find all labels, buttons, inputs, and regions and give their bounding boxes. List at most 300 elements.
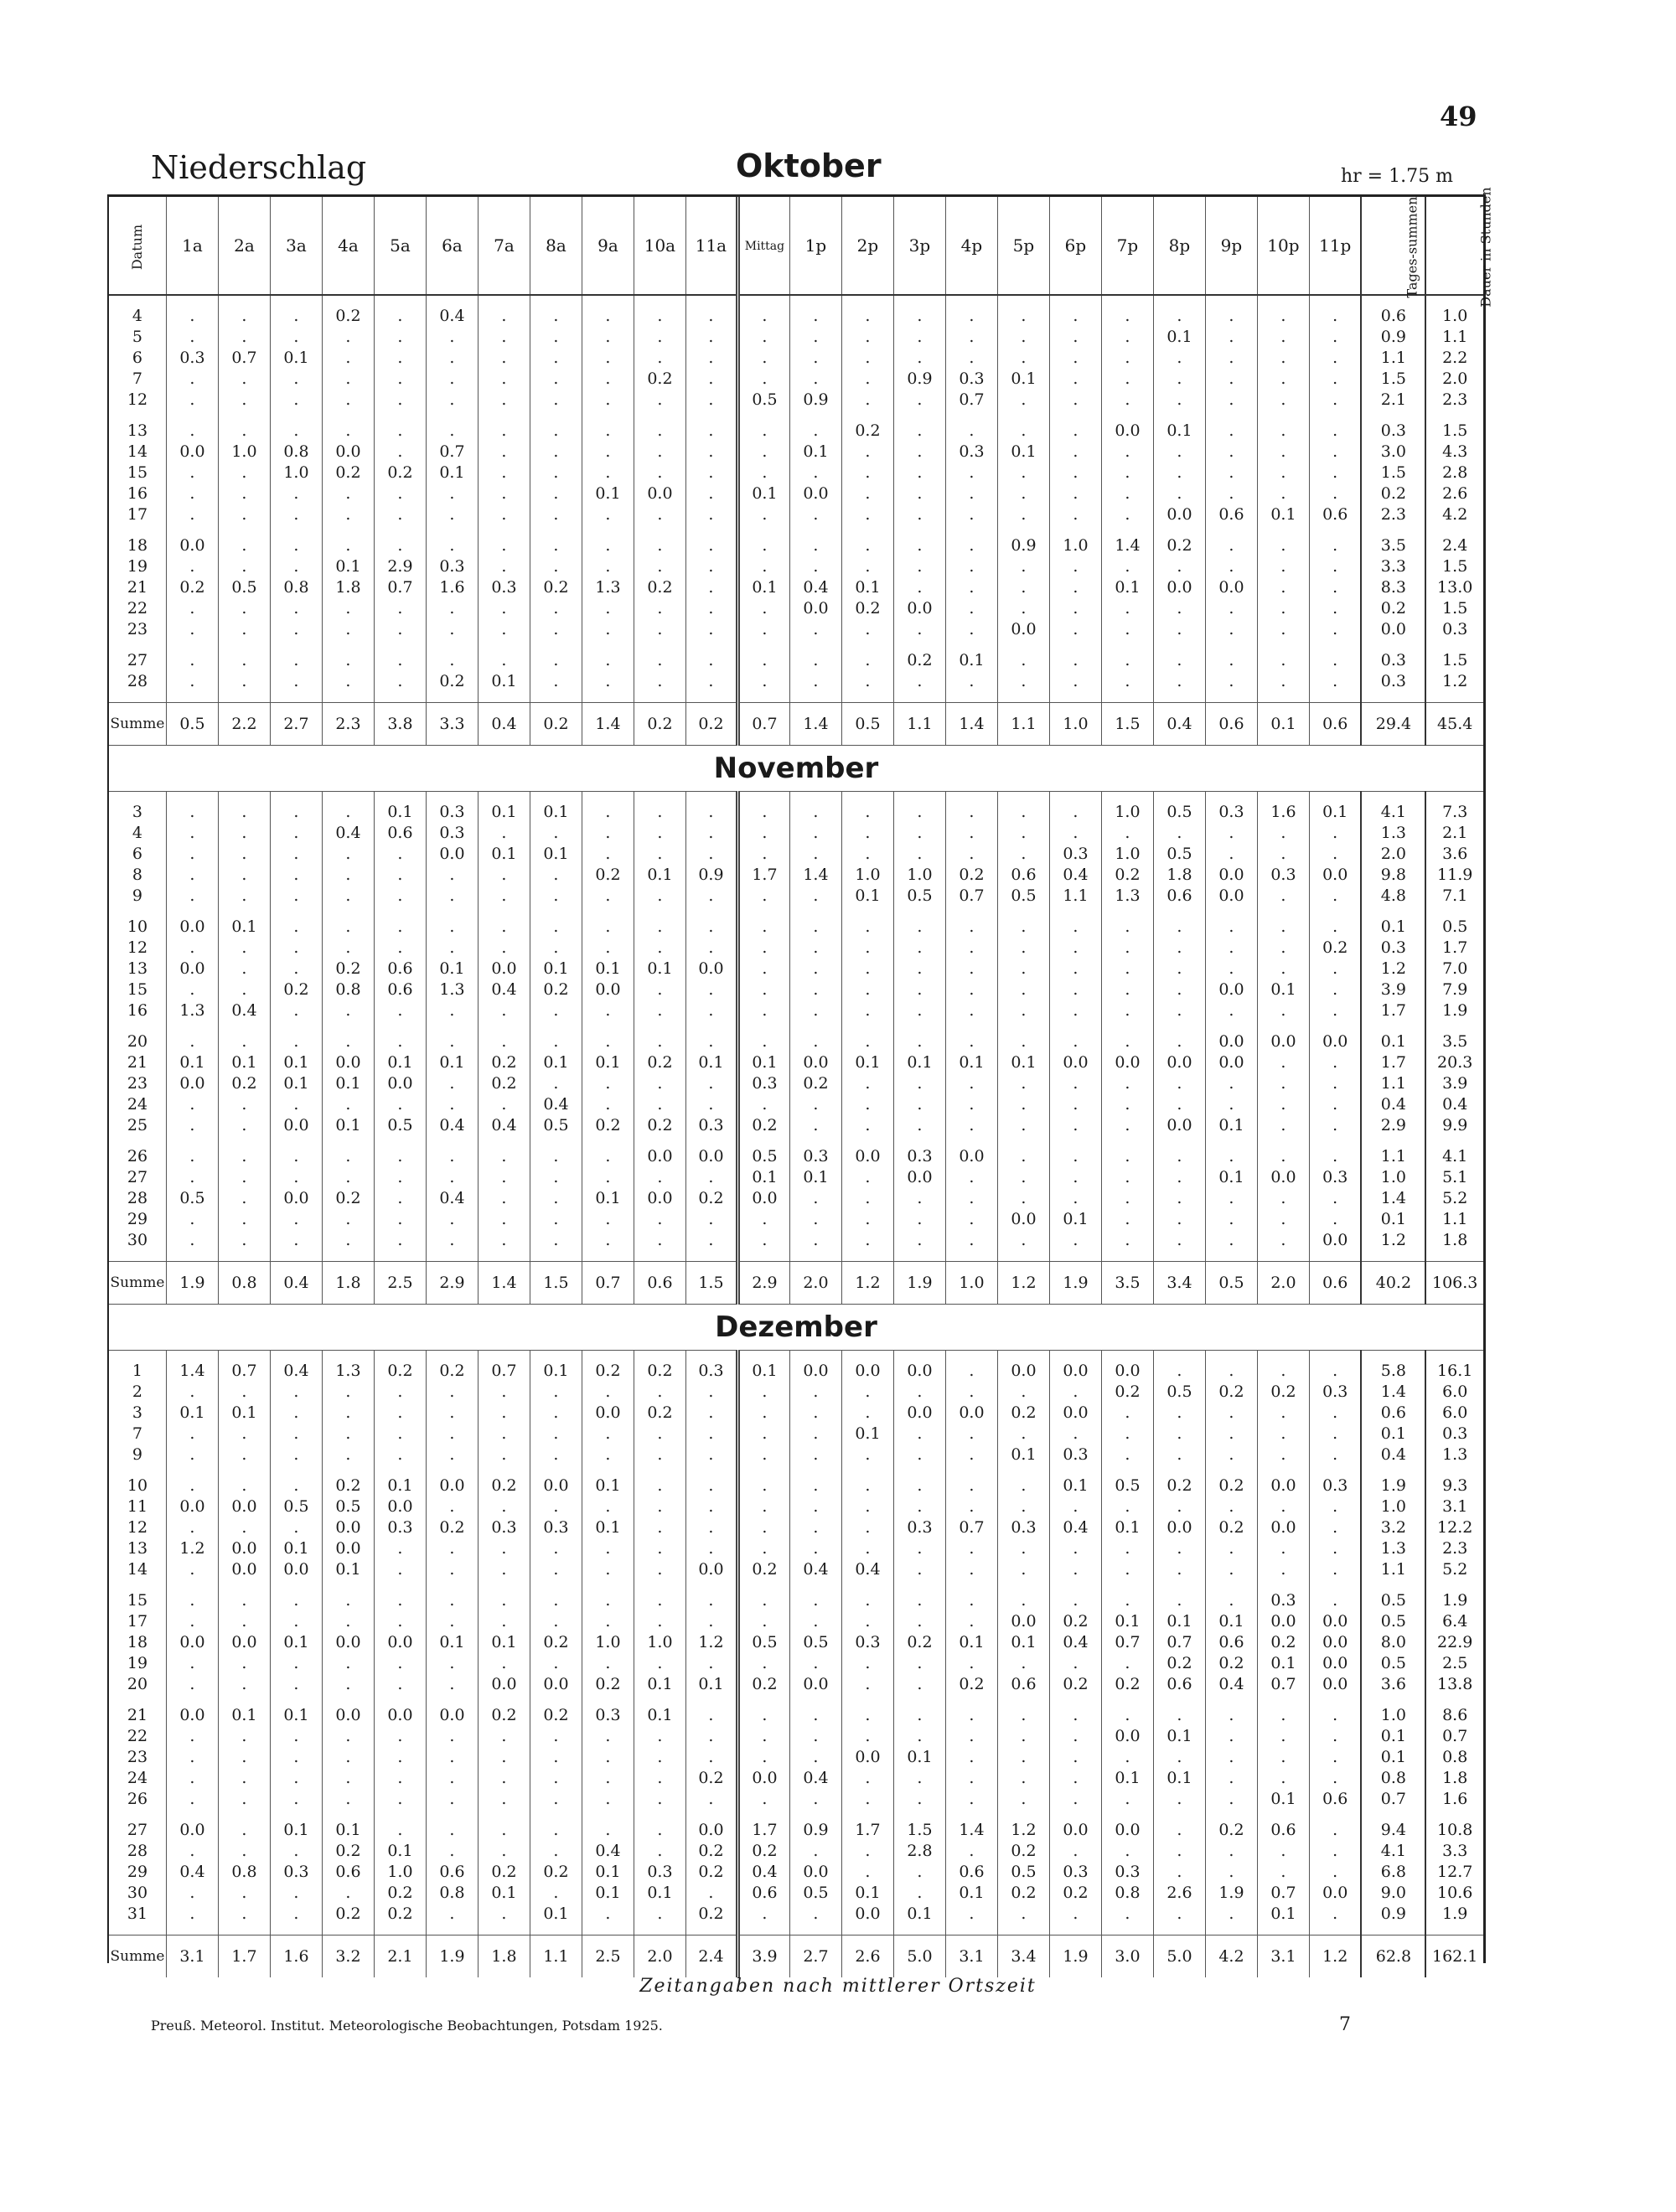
hour-value-cell: 0.1 [426, 463, 478, 483]
table-row [109, 802, 1483, 823]
hour-value-cell: 0.2 [841, 421, 893, 442]
spacer-cell [841, 1695, 893, 1705]
hour-total-cell: 1.1 [893, 703, 945, 746]
hour-value-cell: . [893, 1382, 945, 1403]
spacer-cell [1425, 907, 1483, 917]
hour-value-cell: 0.2 [322, 1841, 374, 1862]
hour-value-cell: . [893, 577, 945, 598]
hour-value-cell: . [374, 421, 426, 442]
hour-value-cell: 0.1 [685, 1052, 737, 1073]
hour-value-cell: . [1049, 979, 1101, 1000]
hour-value-cell: 0.2 [478, 1705, 530, 1726]
hour-value-cell: . [374, 1674, 426, 1695]
hour-value-cell: 0.2 [1101, 865, 1153, 886]
hour-value-cell: . [737, 1538, 789, 1559]
hour-value-cell: . [1049, 1496, 1101, 1517]
spacer-cell [685, 411, 737, 421]
hour-value-cell: . [789, 1000, 841, 1021]
hour-value-cell: . [1205, 619, 1257, 640]
spacer-cell [893, 907, 945, 917]
hour-value-cell: 1.1 [1049, 886, 1101, 907]
header-hour-label: 1a [182, 235, 203, 256]
hour-value-cell: . [634, 556, 685, 577]
hour-value-cell: . [166, 1517, 218, 1538]
day-cell: 28 [127, 672, 148, 690]
spacer-cell [841, 1351, 893, 1362]
hour-value-cell: . [893, 1000, 945, 1021]
hour-value-cell: 0.3 [737, 1073, 789, 1094]
hour-value-cell: . [166, 1094, 218, 1115]
hour-value-cell: . [426, 1789, 478, 1810]
hour-value-cell: 2.9 [374, 556, 426, 577]
hour-value-cell: . [1049, 483, 1101, 504]
hour-value-cell: . [1153, 1538, 1205, 1559]
spacer-cell [1101, 1251, 1153, 1262]
hour-total-cell: 1.9 [426, 1936, 478, 1978]
spacer-cell [634, 1136, 685, 1146]
hour-value-cell: . [530, 1424, 582, 1445]
hour-value-cell: . [634, 619, 685, 640]
table-row [109, 1445, 1483, 1465]
hour-value-cell: 0.1 [737, 1052, 789, 1073]
hour-value-cell: . [841, 619, 893, 640]
hour-value-cell: . [945, 844, 997, 865]
hour-value-cell: . [997, 1705, 1049, 1726]
hour-value-cell: . [841, 917, 893, 938]
hour-value-cell: . [218, 1590, 270, 1611]
spacer-cell [374, 1021, 426, 1031]
spacer-cell [1049, 1351, 1101, 1362]
spacer-cell [1425, 1810, 1483, 1820]
hour-value-cell: . [1049, 390, 1101, 411]
hour-total-cell: 2.0 [634, 1936, 685, 1978]
hour-value-cell: 0.9 [685, 865, 737, 886]
spacer-cell [893, 640, 945, 650]
hour-value-cell: . [634, 823, 685, 844]
hour-total-cell: 1.8 [478, 1936, 530, 1978]
hour-value-cell: . [1257, 306, 1309, 327]
day-cell: 27 [127, 1821, 148, 1839]
hour-value-cell: . [685, 1167, 737, 1188]
hour-value-cell: . [478, 1904, 530, 1925]
hour-value-cell: 0.2 [530, 1705, 582, 1726]
hour-value-cell: . [737, 650, 789, 671]
hour-value-cell: 1.3 [426, 979, 478, 1000]
daily-sum-cell: 4.1 [1361, 802, 1425, 823]
hour-value-cell: . [945, 1230, 997, 1251]
hour-value-cell: 0.6 [997, 1674, 1049, 1695]
hour-value-cell: . [634, 1789, 685, 1810]
hour-value-cell: . [582, 917, 634, 938]
hour-value-cell: 0.2 [997, 1883, 1049, 1904]
hour-value-cell: 0.5 [374, 1115, 426, 1136]
hour-value-cell: . [685, 483, 737, 504]
hour-value-cell: . [1049, 369, 1101, 390]
hour-value-cell: 0.1 [582, 1476, 634, 1496]
table-row [109, 1559, 1483, 1580]
table-row [109, 1632, 1483, 1653]
spacer-cell [997, 1580, 1049, 1590]
hour-value-cell: . [685, 1747, 737, 1768]
spacer-cell [1153, 1351, 1205, 1362]
hour-value-cell: 0.6 [1153, 886, 1205, 907]
hour-value-cell: . [1257, 1146, 1309, 1167]
hour-value-cell: . [218, 823, 270, 844]
daily-sum-cell: 0.1 [1361, 1726, 1425, 1747]
daily-sum-cell: 0.1 [1361, 1424, 1425, 1445]
hour-value-cell: 0.1 [945, 650, 997, 671]
daily-sum-cell: 0.6 [1361, 1403, 1425, 1424]
spacer-cell [270, 1465, 322, 1476]
hour-value-cell: 1.0 [582, 1632, 634, 1653]
hour-value-cell: . [893, 463, 945, 483]
hour-value-cell: . [374, 1424, 426, 1445]
spacer-cell [1205, 792, 1257, 803]
spacer-cell [1153, 1925, 1205, 1936]
hour-value-cell: 0.1 [997, 442, 1049, 463]
hour-value-cell: . [1309, 442, 1361, 463]
hour-value-cell: . [374, 1000, 426, 1021]
hour-value-cell: . [270, 1094, 322, 1115]
hour-value-cell: 0.1 [841, 1883, 893, 1904]
hour-value-cell: . [374, 1789, 426, 1810]
spacer-cell [109, 1021, 166, 1031]
spacer-cell [426, 295, 478, 306]
hour-value-cell: . [634, 1820, 685, 1841]
table-row [109, 463, 1483, 483]
header-hour-label: 10a [644, 235, 676, 256]
hour-total-cell: 1.6 [270, 1936, 322, 1978]
hour-total-cell: 0.6 [1205, 703, 1257, 746]
hour-value-cell: . [997, 1726, 1049, 1747]
hour-value-cell: 0.5 [789, 1883, 841, 1904]
hour-value-cell: . [945, 1726, 997, 1747]
spacer-cell [945, 1021, 997, 1031]
daily-sum-cell: 1.0 [1361, 1496, 1425, 1517]
hour-value-cell: . [789, 619, 841, 640]
duration-cell: 10.6 [1425, 1883, 1483, 1904]
group-spacer [109, 1351, 1483, 1362]
day-cell: 20 [127, 1675, 148, 1693]
hour-value-cell: 0.4 [1049, 865, 1101, 886]
hour-value-cell: 0.0 [634, 1188, 685, 1209]
hour-value-cell: . [218, 1031, 270, 1052]
header-hour [685, 197, 737, 295]
hour-value-cell: . [685, 1209, 737, 1230]
hour-value-cell: . [426, 1424, 478, 1445]
spacer-cell [322, 1925, 374, 1936]
hour-value-cell: 0.7 [945, 390, 997, 411]
hour-value-cell: . [841, 348, 893, 369]
month-sum-cell: 29.4 [1361, 703, 1425, 746]
hour-value-cell: . [322, 1674, 374, 1695]
hour-value-cell: . [530, 1382, 582, 1403]
hour-value-cell: . [582, 823, 634, 844]
daily-sum-cell: 5.8 [1361, 1361, 1425, 1382]
hour-value-cell: 0.5 [1153, 1382, 1205, 1403]
spacer-cell [1049, 1810, 1101, 1820]
hour-value-cell: 0.2 [270, 979, 322, 1000]
spacer-cell [270, 1580, 322, 1590]
hour-total-cell: 2.9 [426, 1262, 478, 1305]
hour-value-cell: 0.0 [685, 1820, 737, 1841]
hour-value-cell: . [1049, 1031, 1101, 1052]
group-spacer [109, 792, 1483, 803]
spacer-cell [634, 295, 685, 306]
hour-value-cell: . [270, 306, 322, 327]
hour-value-cell: . [893, 1862, 945, 1883]
spacer-cell [634, 1580, 685, 1590]
spacer-cell [1257, 1810, 1309, 1820]
day-cell: 5 [132, 328, 142, 346]
hour-value-cell: . [1257, 598, 1309, 619]
hour-value-cell: 0.1 [841, 1424, 893, 1445]
hour-value-cell: . [997, 1590, 1049, 1611]
hour-value-cell: . [634, 348, 685, 369]
daily-sum-cell: 1.7 [1361, 1000, 1425, 1021]
hour-value-cell: 0.0 [166, 442, 218, 463]
hour-value-cell: 0.6 [1205, 1632, 1257, 1653]
hour-value-cell: . [997, 1031, 1049, 1052]
hour-value-cell: . [270, 865, 322, 886]
spacer-cell [478, 907, 530, 917]
hour-value-cell: . [737, 1476, 789, 1496]
hour-value-cell: . [582, 650, 634, 671]
spacer-cell [218, 1136, 270, 1146]
day-cell: 30 [127, 1884, 148, 1902]
hour-value-cell: . [218, 504, 270, 525]
spacer-cell [109, 640, 166, 650]
hour-value-cell: . [166, 1768, 218, 1789]
hour-value-cell: 0.0 [1309, 1031, 1361, 1052]
spacer-cell [1257, 1695, 1309, 1705]
spacer-cell [789, 1695, 841, 1705]
hour-value-cell: . [945, 1496, 997, 1517]
header-hour-label: 11a [695, 235, 727, 256]
hour-value-cell: 0.1 [374, 1476, 426, 1496]
hour-value-cell: . [737, 1382, 789, 1403]
hour-value-cell: . [737, 504, 789, 525]
hour-value-cell: 0.1 [478, 671, 530, 692]
hour-value-cell: . [1101, 1496, 1153, 1517]
hour-value-cell: . [1101, 1705, 1153, 1726]
hour-value-cell: . [270, 671, 322, 692]
hour-value-cell: . [945, 802, 997, 823]
spacer-cell [582, 411, 634, 421]
hour-value-cell: . [1101, 598, 1153, 619]
daily-sum-cell: 0.7 [1361, 1789, 1425, 1810]
hour-value-cell: . [218, 1146, 270, 1167]
table-row [109, 369, 1483, 390]
duration-cell: 7.9 [1425, 979, 1483, 1000]
hour-value-cell: . [893, 959, 945, 979]
hour-value-cell: . [166, 1674, 218, 1695]
spacer-cell [374, 640, 426, 650]
hour-value-cell: . [841, 1230, 893, 1251]
hour-value-cell: . [1309, 1052, 1361, 1073]
hour-value-cell: 0.2 [634, 577, 685, 598]
spacer-cell [789, 1465, 841, 1476]
hour-value-cell: . [530, 1146, 582, 1167]
hour-value-cell: 0.1 [270, 1073, 322, 1094]
header-hour [789, 197, 841, 295]
day-cell: 22 [127, 599, 148, 618]
hour-value-cell: 0.1 [1101, 1611, 1153, 1632]
hour-value-cell: 2.6 [1153, 1883, 1205, 1904]
spacer-cell [997, 1136, 1049, 1146]
hour-total-cell: 0.1 [1257, 703, 1309, 746]
table-row [109, 671, 1483, 692]
hour-value-cell: . [218, 959, 270, 979]
hour-value-cell: . [218, 598, 270, 619]
hour-total-cell: 2.0 [1257, 1262, 1309, 1305]
hour-value-cell: . [634, 886, 685, 907]
header-hour [166, 197, 218, 295]
hour-value-cell: . [789, 535, 841, 556]
spacer-cell [1153, 525, 1205, 535]
hour-value-cell: 0.2 [685, 1841, 737, 1862]
hour-value-cell: 0.2 [322, 463, 374, 483]
hour-value-cell: . [322, 917, 374, 938]
duration-cell: 7.0 [1425, 959, 1483, 979]
hour-value-cell: 0.7 [218, 348, 270, 369]
day-cell: 21 [127, 578, 148, 597]
hour-value-cell: . [374, 1445, 426, 1465]
daily-sum-cell: 0.3 [1361, 938, 1425, 959]
spacer-cell [789, 640, 841, 650]
spacer-cell [1049, 692, 1101, 703]
hour-value-cell: . [426, 1559, 478, 1580]
spacer-cell [1205, 1925, 1257, 1936]
hour-value-cell: . [945, 1445, 997, 1465]
hour-value-cell: . [841, 442, 893, 463]
hour-value-cell: . [997, 1476, 1049, 1496]
hour-value-cell: 0.3 [530, 1517, 582, 1538]
hour-value-cell: . [893, 421, 945, 442]
hour-total-cell: 0.4 [478, 703, 530, 746]
hour-value-cell: . [634, 306, 685, 327]
hour-value-cell: 0.0 [634, 1146, 685, 1167]
spacer-cell [1049, 295, 1101, 306]
hour-value-cell: . [634, 1768, 685, 1789]
daily-sum-cell: 3.2 [1361, 1517, 1425, 1538]
hour-value-cell: 0.7 [478, 1361, 530, 1382]
hour-value-cell: . [1049, 1146, 1101, 1167]
hour-value-cell: . [530, 421, 582, 442]
hour-value-cell: . [374, 650, 426, 671]
hour-value-cell: . [1257, 938, 1309, 959]
spacer-cell [1049, 1251, 1101, 1262]
hour-value-cell: 0.3 [685, 1115, 737, 1136]
hour-value-cell: . [166, 463, 218, 483]
spacer-cell [218, 692, 270, 703]
spacer-cell [166, 792, 218, 803]
spacer-cell [426, 1925, 478, 1936]
hour-value-cell: . [166, 1382, 218, 1403]
hour-total-cell: 0.6 [1309, 1262, 1361, 1305]
hour-value-cell: 0.3 [1257, 865, 1309, 886]
duration-cell: 6.4 [1425, 1611, 1483, 1632]
duration-cell: 3.1 [1425, 1496, 1483, 1517]
hour-value-cell: . [166, 1031, 218, 1052]
hour-value-cell: . [789, 938, 841, 959]
table-row [109, 1115, 1483, 1136]
hour-value-cell: 0.1 [997, 1632, 1049, 1653]
hour-total-cell: 1.0 [945, 1262, 997, 1305]
hour-value-cell: . [1257, 959, 1309, 979]
hour-value-cell: . [841, 1789, 893, 1810]
hour-value-cell: . [1205, 1209, 1257, 1230]
hour-value-cell: . [945, 1559, 997, 1580]
hour-value-cell: 0.1 [893, 1052, 945, 1073]
spacer-cell [841, 907, 893, 917]
hour-value-cell: . [478, 1747, 530, 1768]
hour-value-cell: 0.1 [997, 369, 1049, 390]
hour-value-cell: . [322, 327, 374, 348]
hour-value-cell: . [478, 1768, 530, 1789]
hour-value-cell: . [737, 1209, 789, 1230]
hour-value-cell: 0.3 [789, 1146, 841, 1167]
hour-value-cell: 0.0 [166, 535, 218, 556]
hour-value-cell: . [1257, 1726, 1309, 1747]
table-row [109, 1496, 1483, 1517]
hour-value-cell: . [945, 483, 997, 504]
duration-cell: 1.0 [1425, 306, 1483, 327]
spacer-cell [685, 1810, 737, 1820]
hour-value-cell: . [478, 348, 530, 369]
hour-value-cell: . [582, 802, 634, 823]
daily-sum-cell: 0.3 [1361, 421, 1425, 442]
hour-value-cell: . [530, 1188, 582, 1209]
hour-value-cell: . [997, 979, 1049, 1000]
hour-value-cell: . [322, 938, 374, 959]
daily-sum-cell: 1.1 [1361, 1559, 1425, 1580]
hour-value-cell: . [841, 1209, 893, 1230]
hour-value-cell: 0.1 [374, 1841, 426, 1862]
hour-value-cell: 0.0 [1153, 504, 1205, 525]
spacer-cell [893, 1351, 945, 1362]
spacer-cell [530, 792, 582, 803]
hour-value-cell: . [478, 1094, 530, 1115]
hour-value-cell: 0.2 [997, 1841, 1049, 1862]
header-hour [634, 197, 685, 295]
hour-value-cell: 0.0 [893, 1167, 945, 1188]
hour-value-cell: . [1205, 1559, 1257, 1580]
hour-value-cell: . [478, 1424, 530, 1445]
hour-value-cell: . [841, 306, 893, 327]
daily-sum-cell: 6.8 [1361, 1862, 1425, 1883]
hour-value-cell: 0.4 [582, 1841, 634, 1862]
hour-value-cell: . [945, 1115, 997, 1136]
daily-sum-cell: 9.0 [1361, 1883, 1425, 1904]
hour-value-cell: . [1309, 535, 1361, 556]
day-cell: 12 [127, 1518, 148, 1537]
hour-value-cell: . [841, 1188, 893, 1209]
hour-value-cell: . [1153, 1862, 1205, 1883]
spacer-cell [737, 640, 789, 650]
spacer-cell [1361, 692, 1425, 703]
hour-value-cell: 0.2 [1205, 1382, 1257, 1403]
hour-value-cell: 0.1 [478, 802, 530, 823]
hour-value-cell: 0.1 [997, 1052, 1049, 1073]
spacer-cell [1049, 525, 1101, 535]
hour-value-cell: 0.1 [166, 1052, 218, 1073]
spacer-cell [322, 907, 374, 917]
hour-value-cell: . [997, 917, 1049, 938]
hour-value-cell: . [685, 1476, 737, 1496]
hour-value-cell: 0.0 [1309, 1632, 1361, 1653]
hour-value-cell: . [530, 1768, 582, 1789]
